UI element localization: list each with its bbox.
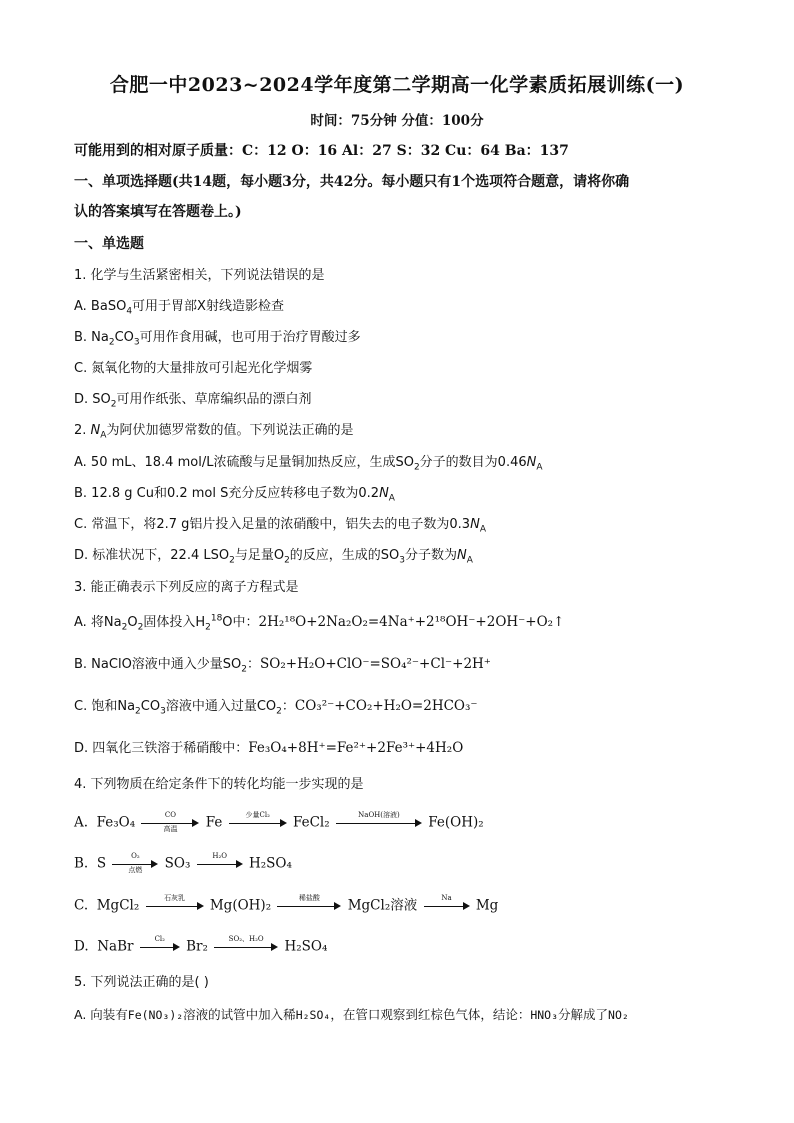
reaction-arrow: NaOH(溶液) bbox=[336, 813, 422, 833]
q1-option-c: C. 氮氧化物的大量排放可引起光化学烟雾 bbox=[74, 361, 313, 376]
q3-stem: 3. 能正确表示下列反应的离子方程式是 bbox=[74, 580, 299, 595]
q3-b-equation: SO₂+H₂O+ClO⁻=SO₄²⁻+Cl⁻+2H⁺ bbox=[260, 656, 491, 672]
q1-stem: 1. 化学与生活紧密相关，下列说法错误的是 bbox=[74, 268, 325, 283]
exam-time-score: 时间：75分钟 分值：100分 bbox=[310, 113, 484, 129]
q4-option-d: D. NaBr Cl₂ Br₂ SO₂、H₂O H₂SO₄ bbox=[74, 937, 734, 957]
q4-option-b: B. S O₂ 点燃 SO₃ H₂O H₂SO₄ bbox=[74, 852, 292, 874]
reaction-arrow: 稀盐酸 bbox=[277, 896, 341, 916]
q1-option-b: B. $Na_2CO_3$可用作食用碱，也可用于治疗胃酸过多 bbox=[74, 330, 361, 348]
reaction-arrow: O₂ 点燃 bbox=[112, 854, 158, 874]
q3-option-b: B. NaClO溶液中通入少量$SO_2$：SO₂+H₂O+ClO⁻=SO₄²⁻+Cl⁻+2H⁺ bbox=[74, 656, 491, 675]
page-title: 合肥一中2023~2024学年度第二学期高一化学素质拓展训练(一) bbox=[109, 74, 685, 96]
section-sub-heading: 一、单选题 bbox=[74, 236, 144, 252]
q1-option-d: D. $SO_2$可用作纸张、草席编织品的漂白剂 bbox=[74, 392, 312, 410]
reaction-arrow: 石灰乳 bbox=[146, 896, 204, 916]
q5-option-a: A. 向装有Fe(NO₃)₂溶液的试管中加入稀H₂SO₄，在管口观察到红棕色气体，结论：HNO₃分解成了NO₂ bbox=[74, 1007, 629, 1022]
q4-option-c: C. MgCl₂ 石灰乳 Mg(OH)₂ 稀盐酸 MgCl₂溶液 Na Mg bbox=[74, 896, 734, 916]
q3-a-equation: 2H₂¹⁸O+2Na₂O₂=4Na⁺+2¹⁸OH⁻+2OH⁻+O₂↑ bbox=[258, 614, 565, 630]
q2-option-a: A. 50 mL、18.4 mol/L浓硫酸与足量铜加热反应，生成$SO_2$分子的数目为$0.46N_A$ bbox=[74, 455, 543, 473]
q5-stem: 5. 下列说法正确的是( ) bbox=[74, 975, 209, 990]
q3-option-c: C. 饱和$Na_2CO_3$溶液中通入过量$CO_2$：CO₃²⁻+CO₂+H₂O=2HCO₃⁻ bbox=[74, 698, 478, 717]
q4-stem: 4. 下列物质在给定条件下的转化均能一步实现的是 bbox=[74, 777, 364, 792]
reaction-arrow: H₂O bbox=[197, 854, 243, 874]
q3-d-equation: Fe₃O₄+8H⁺=Fe²⁺+2Fe³⁺+4H₂O bbox=[248, 740, 464, 756]
section-instruction-line1: 一、单项选择题(共14题，每小题3分，共42分。每小题只有1个选项符合题意，请将你确 bbox=[74, 174, 630, 190]
q3-option-d: D. 四氧化三铁溶于稀硝酸中：Fe₃O₄+8H⁺=Fe²⁺+2Fe³⁺+4H₂O bbox=[74, 740, 464, 756]
q2-option-b: B. 12.8 g Cu和0.2 mol S充分反应转移电子数为$0.2N_A$ bbox=[74, 486, 395, 504]
q2-stem: 2. $N_A$为阿伏加德罗常数的值。下列说法正确的是 bbox=[74, 423, 354, 441]
q3-option-a: A. 将$Na_2O_2$固体投入$H_2^{18}O$中：2H₂¹⁸O+2Na₂O₂=4Na⁺+2¹⁸OH⁻+2OH⁻+O₂↑ bbox=[74, 613, 565, 633]
q3-c-equation: CO₃²⁻+CO₂+H₂O=2HCO₃⁻ bbox=[294, 698, 478, 714]
atomic-masses: 可能用到的相对原子质量：C：12 O：16 Al：27 S：32 Cu：64 Ba：137 bbox=[74, 143, 569, 159]
q1-option-a: A. BaSO$_4$可用于胃部X射线造影检查 bbox=[74, 299, 284, 317]
section-instruction-line2: 认的答案填写在答题卷上。) bbox=[74, 204, 242, 220]
reaction-arrow: CO 高温 bbox=[141, 813, 199, 833]
q2-option-c: C. 常温下，将2.7 g铝片投入足量的浓硝酸中，铝失去的电子数为$0.3N_A$ bbox=[74, 517, 486, 535]
reaction-arrow: 少量Cl₂ bbox=[229, 813, 287, 833]
reaction-arrow: SO₂、H₂O bbox=[214, 937, 278, 957]
reaction-arrow: Cl₂ bbox=[140, 937, 180, 957]
reaction-arrow: Na bbox=[424, 896, 470, 916]
q2-option-d: D. 标准状况下，22.4 $LSO_2$与足量$O_2$的反应，生成的$SO_3$分子数为$N_A$ bbox=[74, 548, 473, 566]
q4-option-a: A. Fe₃O₄ CO 高温 Fe 少量Cl₂ FeCl₂ NaOH(溶液) Fe(OH)₂ bbox=[74, 811, 484, 833]
